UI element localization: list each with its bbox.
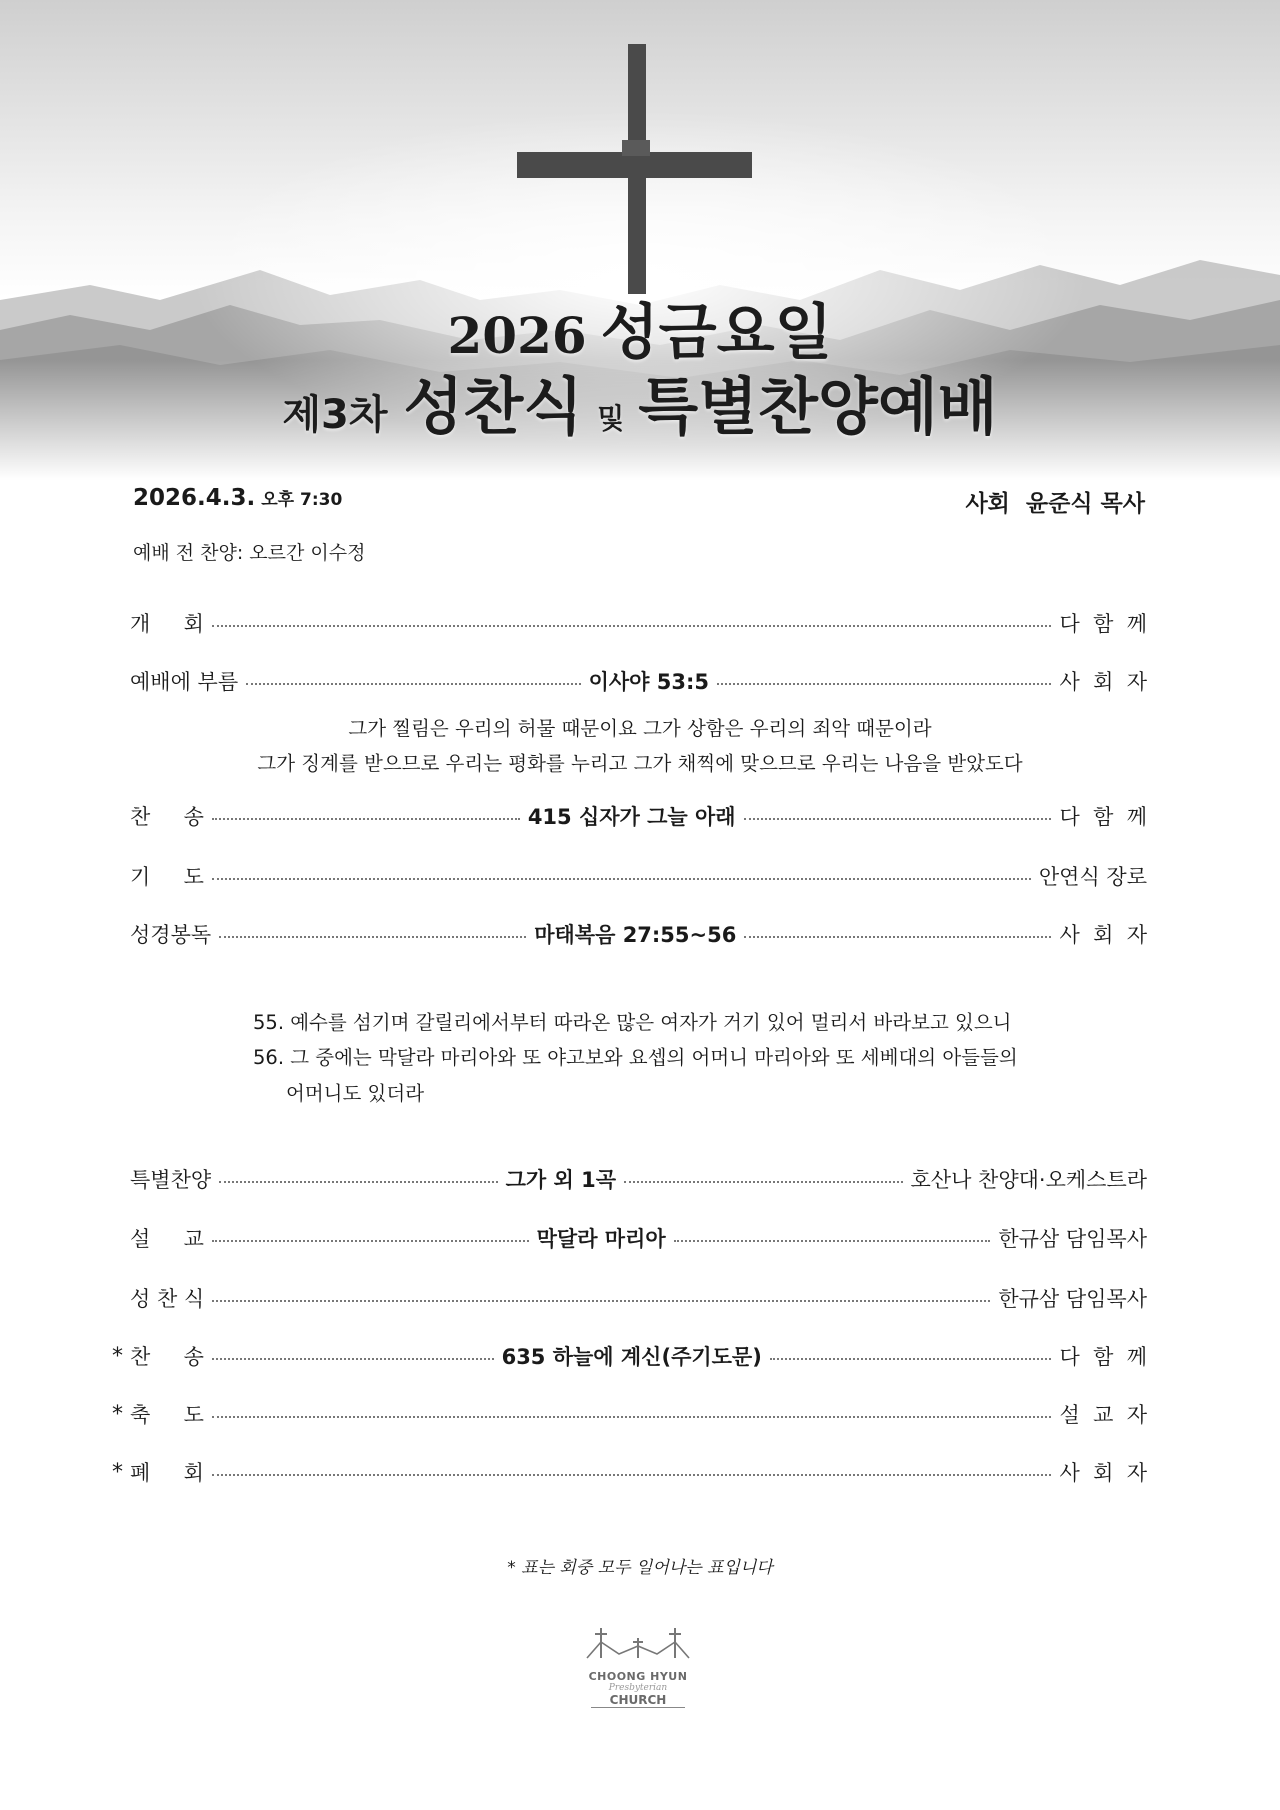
dot-leader xyxy=(212,818,520,820)
order-label: 찬 송 xyxy=(130,1345,204,1369)
order-label: 성 찬 식 xyxy=(130,1287,205,1311)
order-leader: 호산나 찬양대·오케스트라 xyxy=(910,1168,1148,1192)
order-leader: 설 교 자 xyxy=(1059,1403,1147,1427)
order-leader: 사 회 자 xyxy=(1059,1461,1147,1485)
order-label: 성경봉독 xyxy=(130,923,212,947)
title-special-worship: 특별찬양예배 xyxy=(638,370,998,443)
order-row xyxy=(130,860,1147,892)
dot-leader xyxy=(246,683,580,685)
order-leader: 안연식 장로 xyxy=(1038,865,1147,889)
dot-leader xyxy=(219,1181,497,1183)
title-line-2 xyxy=(0,357,1280,446)
order-detail: 그가 외 1곡 xyxy=(505,1168,617,1192)
order-detail: 이사야 53:5 xyxy=(588,670,709,694)
order-leader: 한규삼 담임목사 xyxy=(998,1227,1148,1251)
order-label: 개 회 xyxy=(130,612,204,636)
order-row xyxy=(130,800,1147,832)
title-year: 2026 xyxy=(447,306,587,365)
order-label: 찬 송 xyxy=(130,805,204,829)
dot-leader xyxy=(674,1240,991,1242)
order-label: 설 교 xyxy=(130,1227,204,1251)
order-detail: 635 하늘에 계신(주기도문) xyxy=(501,1345,762,1369)
dot-leader xyxy=(624,1181,902,1183)
pre-worship-text: 예배 전 찬양: 오르간 이수정 xyxy=(133,542,366,564)
dot-leader xyxy=(770,1358,1052,1360)
order-row xyxy=(130,1282,1147,1314)
order-row xyxy=(112,1340,1147,1372)
dot-leader xyxy=(212,1240,529,1242)
order-label: 기 도 xyxy=(130,865,204,889)
title-third: 제3차 xyxy=(282,392,388,438)
order-leader: 한규삼 담임목사 xyxy=(998,1287,1147,1311)
verse-line: 56. 그 중에는 막달라 마리아와 또 야고보와 요셉의 어머니 마리아와 또 세베대의 아들들의 xyxy=(253,1046,1018,1069)
dot-leader xyxy=(212,1300,990,1302)
standing-marker: * xyxy=(112,1344,123,1369)
dot-leader xyxy=(744,936,1051,938)
order-detail: 마태복음 27:55~56 xyxy=(534,923,737,947)
dot-leader xyxy=(219,936,526,938)
order-leader: 다 함 께 xyxy=(1059,805,1148,829)
dot-leader xyxy=(717,683,1051,685)
verse-line: 그가 징계를 받으므로 우리는 평화를 누리고 그가 채찍에 맞으므로 우리는 나음을 받았도다 xyxy=(257,752,1023,775)
church-logo xyxy=(583,1620,693,1720)
title-communion: 성찬식 xyxy=(403,370,584,443)
order-row xyxy=(130,665,1147,697)
order-label: 특별찬양 xyxy=(130,1168,212,1192)
dot-leader xyxy=(212,878,1031,880)
title-good-friday: 성금요일 xyxy=(600,298,833,368)
order-leader: 다 함 께 xyxy=(1059,612,1147,636)
dot-leader xyxy=(212,1474,1051,1476)
date-text: 2026.4.3. xyxy=(133,485,256,511)
time-text: 오후 7:30 xyxy=(261,490,343,510)
church-logo-icon xyxy=(583,1620,693,1660)
title-and: 및 xyxy=(597,402,625,435)
order-leader: 사 회 자 xyxy=(1059,670,1148,694)
standing-marker: * xyxy=(112,1402,123,1427)
service-date xyxy=(133,485,342,511)
standing-marker: * xyxy=(112,1460,123,1485)
dot-leader xyxy=(744,818,1052,820)
order-row xyxy=(130,1222,1147,1254)
verse-line: 그가 찔림은 우리의 허물 때문이요 그가 상함은 우리의 죄악 때문이라 xyxy=(348,717,932,740)
dot-leader xyxy=(212,1358,494,1360)
order-row xyxy=(130,1163,1147,1195)
order-row xyxy=(112,1398,1147,1430)
order-detail: 415 십자가 그늘 아래 xyxy=(527,805,736,829)
order-row xyxy=(112,1456,1147,1488)
order-row xyxy=(130,607,1147,639)
footnote: * 표는 회중 모두 일어나는 표입니다 xyxy=(507,1558,773,1578)
host-text: 사회 윤준식 목사 xyxy=(965,491,1145,517)
verse-line: 55. 예수를 섬기며 갈릴리에서부터 따라온 많은 여자가 거기 있어 멀리서 바라보고 있으니 xyxy=(253,1011,1012,1034)
dot-leader xyxy=(212,1416,1051,1418)
order-leader: 다 함 께 xyxy=(1059,1345,1147,1369)
order-detail: 막달라 마리아 xyxy=(536,1227,666,1251)
order-leader: 사 회 자 xyxy=(1059,923,1147,947)
order-label: 축 도 xyxy=(130,1403,204,1427)
logo-text-1: CHOONG HYUN xyxy=(588,1670,688,1683)
logo-text-2: Presbyterian xyxy=(608,1683,668,1693)
verse-line: 어머니도 있더라 xyxy=(286,1082,425,1105)
logo-text-3: CHURCH xyxy=(591,1693,685,1708)
dot-leader xyxy=(212,625,1051,627)
order-row xyxy=(130,918,1147,950)
order-label: 폐 회 xyxy=(130,1461,204,1485)
order-label: 예배에 부름 xyxy=(130,670,239,694)
